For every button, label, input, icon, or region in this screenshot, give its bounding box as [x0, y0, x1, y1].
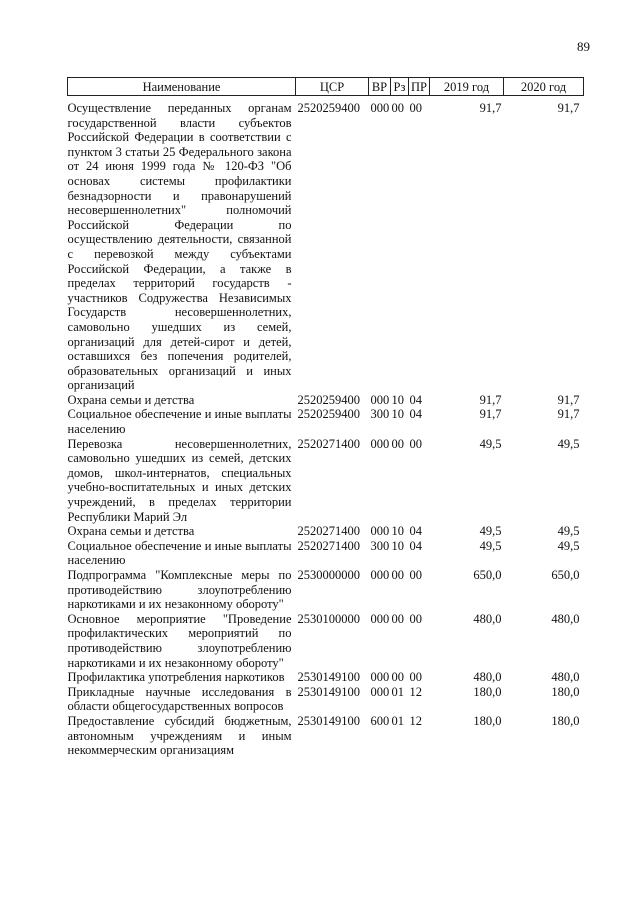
row-rz: 01	[391, 713, 404, 728]
row-value-2020: 49,5	[557, 524, 580, 539]
row-pr: 00	[409, 101, 422, 115]
table-row	[68, 685, 584, 714]
row-csr: 2520259400	[297, 101, 360, 115]
row-name: Профилактика употребления наркотиков	[67, 670, 285, 685]
row-value-2020: 91,7	[557, 407, 580, 422]
row-value-2019: 49,5	[479, 538, 502, 553]
budget-table	[67, 77, 584, 758]
row-pr: 00	[409, 568, 422, 582]
table-row	[68, 612, 584, 670]
column-header-vr: ВР	[369, 78, 391, 96]
row-rz: 10	[391, 538, 404, 553]
row-rz: 00	[391, 611, 404, 626]
row-pr: 00	[409, 436, 422, 451]
row-value-2020: 91,7	[557, 101, 580, 115]
row-name: Социальное обеспечение и иные выплаты населению	[67, 407, 292, 437]
table-row	[68, 407, 584, 436]
row-value-2020: 650,0	[551, 568, 580, 582]
column-header-csr: ЦСР	[296, 78, 369, 96]
row-value-2019: 91,7	[479, 392, 502, 407]
table-row	[68, 393, 584, 408]
table-row	[68, 568, 584, 612]
row-vr: 000	[370, 524, 390, 539]
table-row	[68, 437, 584, 525]
column-header-rz: Рз	[391, 78, 409, 96]
row-value-2020: 480,0	[551, 670, 580, 685]
row-rz: 10	[391, 392, 404, 407]
row-name: Перевозка несовершеннолетних, самовольно ушедших из семей, детских домов, школ-интернатов, специальных учебно-воспитательных и иных детских учреждений, в пределах территории Республики Марий Эл	[67, 436, 292, 524]
row-vr: 000	[370, 670, 390, 685]
row-pr: 00	[409, 670, 422, 685]
row-name: Основное мероприятие "Проведение профилактических мероприятий по противодействию злоупотреблению наркотиками и их незаконному обороту"	[67, 611, 292, 670]
column-header-2019: 2019 год	[430, 78, 504, 96]
row-rz: 00	[391, 568, 404, 582]
row-csr: 2520271400	[297, 524, 360, 539]
row-rz: 00	[391, 101, 404, 115]
row-vr: 000	[370, 101, 390, 115]
row-value-2020: 91,7	[557, 392, 580, 407]
column-header-2020: 2020 год	[504, 78, 584, 96]
row-name: Охрана семьи и детства	[67, 524, 195, 539]
row-csr: 2530149100	[297, 670, 360, 685]
row-rz: 10	[391, 524, 404, 539]
row-vr: 000	[370, 392, 390, 407]
row-pr: 12	[409, 713, 422, 728]
row-name: Прикладные научные исследования в области общегосударственных вопросов	[67, 684, 292, 714]
row-csr: 2530100000	[297, 611, 360, 626]
row-rz: 00	[391, 436, 404, 451]
table-row	[68, 96, 584, 393]
row-name: Социальное обеспечение и иные выплаты населению	[67, 538, 292, 568]
row-value-2019: 650,0	[473, 568, 502, 582]
row-vr: 000	[370, 611, 390, 626]
row-rz: 01	[391, 684, 404, 699]
row-csr: 2520271400	[297, 538, 360, 553]
row-pr: 04	[409, 392, 422, 407]
row-value-2020: 49,5	[557, 436, 580, 451]
row-value-2020: 180,0	[551, 713, 580, 728]
row-value-2020: 180,0	[551, 684, 580, 699]
row-pr: 04	[409, 407, 422, 422]
row-value-2020: 480,0	[551, 611, 580, 626]
row-vr: 300	[370, 538, 390, 553]
row-csr: 2530149100	[297, 713, 360, 728]
row-csr: 2520259400	[297, 392, 360, 407]
row-vr: 600	[370, 713, 390, 728]
table-row	[68, 524, 584, 539]
row-name: Охрана семьи и детства	[67, 392, 195, 407]
row-name: Подпрограмма "Комплексные меры по противодействию злоупотреблению наркотиками и их незаконному обороту"	[67, 568, 292, 612]
row-pr: 04	[409, 524, 422, 539]
row-value-2019: 49,5	[479, 436, 502, 451]
row-csr: 2530149100	[297, 684, 360, 699]
row-pr: 04	[409, 538, 422, 553]
column-header-name: Наименование	[68, 78, 296, 96]
row-value-2019: 180,0	[473, 713, 502, 728]
row-vr: 000	[370, 684, 390, 699]
row-name: Предоставление субсидий бюджетным, автономным учреждениям и иным некоммерческим организациям	[67, 713, 292, 758]
row-value-2019: 91,7	[479, 101, 502, 115]
row-pr: 00	[409, 611, 422, 626]
row-value-2020: 49,5	[557, 538, 580, 553]
row-rz: 00	[391, 670, 404, 685]
row-vr: 000	[370, 436, 390, 451]
row-value-2019: 49,5	[479, 524, 502, 539]
table-row	[68, 670, 584, 685]
row-csr: 2520271400	[297, 436, 360, 451]
table-header	[68, 78, 584, 96]
row-csr: 2520259400	[297, 407, 360, 422]
row-rz: 10	[391, 407, 404, 422]
row-name: Осуществление переданных органам государственной власти субъектов Российской Федерации в соответствии с пунктом 3 статьи 25 Федерального закона от 24 июня 1999 года № 120-ФЗ "Об основах системы профилактики безнадзорности и правонарушений несовершеннолетних" полномочий Российской Федерации по осуществлению деятельности, связанной с перевозкой между субъектами Российской Федерации, а также в пределах территорий государств - участников Содружества Независимых Государств несовершеннолетних, самовольно ушедших из семей, организаций для детей-сирот и детей, оставшихся без попечения родителей, образовательных организаций и иных организаций	[67, 101, 292, 393]
row-pr: 12	[409, 684, 422, 699]
row-value-2019: 91,7	[479, 407, 502, 422]
row-value-2019: 180,0	[473, 684, 502, 699]
column-header-pr: ПР	[409, 78, 430, 96]
row-value-2019: 480,0	[473, 611, 502, 626]
row-csr: 2530000000	[297, 568, 360, 582]
row-value-2019: 480,0	[473, 670, 502, 685]
row-vr: 300	[370, 407, 390, 422]
page-number: 89	[577, 39, 590, 54]
row-vr: 000	[370, 568, 390, 582]
table-row	[68, 714, 584, 758]
table-row	[68, 539, 584, 568]
table-body	[68, 96, 584, 758]
